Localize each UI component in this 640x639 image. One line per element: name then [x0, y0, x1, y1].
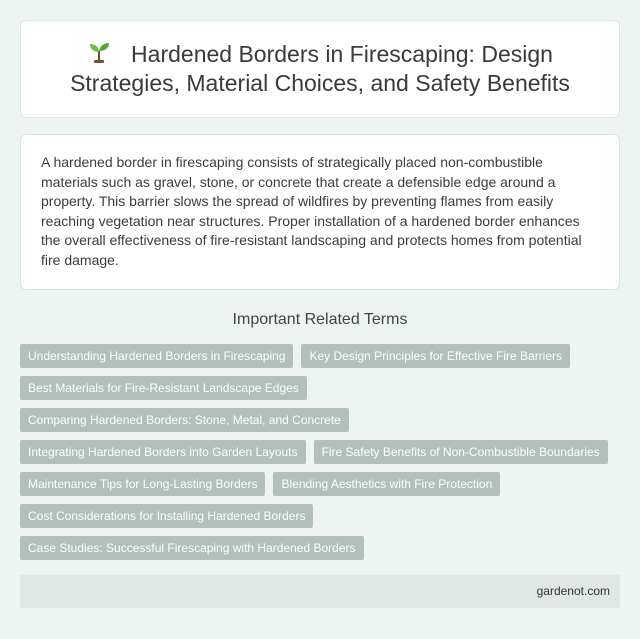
related-terms-heading: Important Related Terms	[232, 311, 408, 328]
title-card	[20, 20, 620, 118]
related-term-tag[interactable]: Best Materials for Fire-Resistant Landscape Edges	[20, 376, 307, 400]
related-term-tag[interactable]: Key Design Principles for Effective Fire Barriers	[301, 344, 570, 368]
related-term-tag[interactable]: Comparing Hardened Borders: Stone, Metal, and Concrete	[20, 408, 349, 432]
related-term-tag[interactable]: Case Studies: Successful Firescaping with Hardened Borders	[20, 536, 364, 560]
page-title	[41, 40, 599, 98]
related-term-tag[interactable]: Cost Considerations for Installing Hardened Borders	[20, 504, 313, 528]
related-term-tag[interactable]: Integrating Hardened Borders into Garden Layouts	[20, 440, 306, 464]
title-text: Hardened Borders in Firescaping: Design Strategies, Material Choices, and Safety Benefits	[70, 41, 570, 96]
description-card	[20, 134, 620, 290]
related-term-tag[interactable]: Maintenance Tips for Long-Lasting Borders	[20, 472, 265, 496]
related-term-tag[interactable]: Fire Safety Benefits of Non-Combustible Boundaries	[314, 440, 608, 464]
related-term-tag[interactable]: Blending Aesthetics with Fire Protection	[273, 472, 500, 496]
related-terms-list	[20, 344, 620, 560]
footer-site-link[interactable]: gardenot.com	[536, 584, 610, 598]
related-term-tag[interactable]: Understanding Hardened Borders in Firescaping	[20, 344, 293, 368]
description-text: A hardened border in firescaping consists of strategically placed non-combustible materials such as gravel, stone, or concrete that create a defensible edge around a property. This barrier slows the spread of wildfires by preventing flames from easily reaching vegetation near structures. Proper installation of a hardened border enhances the overall effectiveness of fire-resistant landscaping and protects homes from potential fire damage.	[41, 154, 582, 268]
sprout-icon	[87, 40, 111, 64]
footer	[20, 575, 620, 608]
